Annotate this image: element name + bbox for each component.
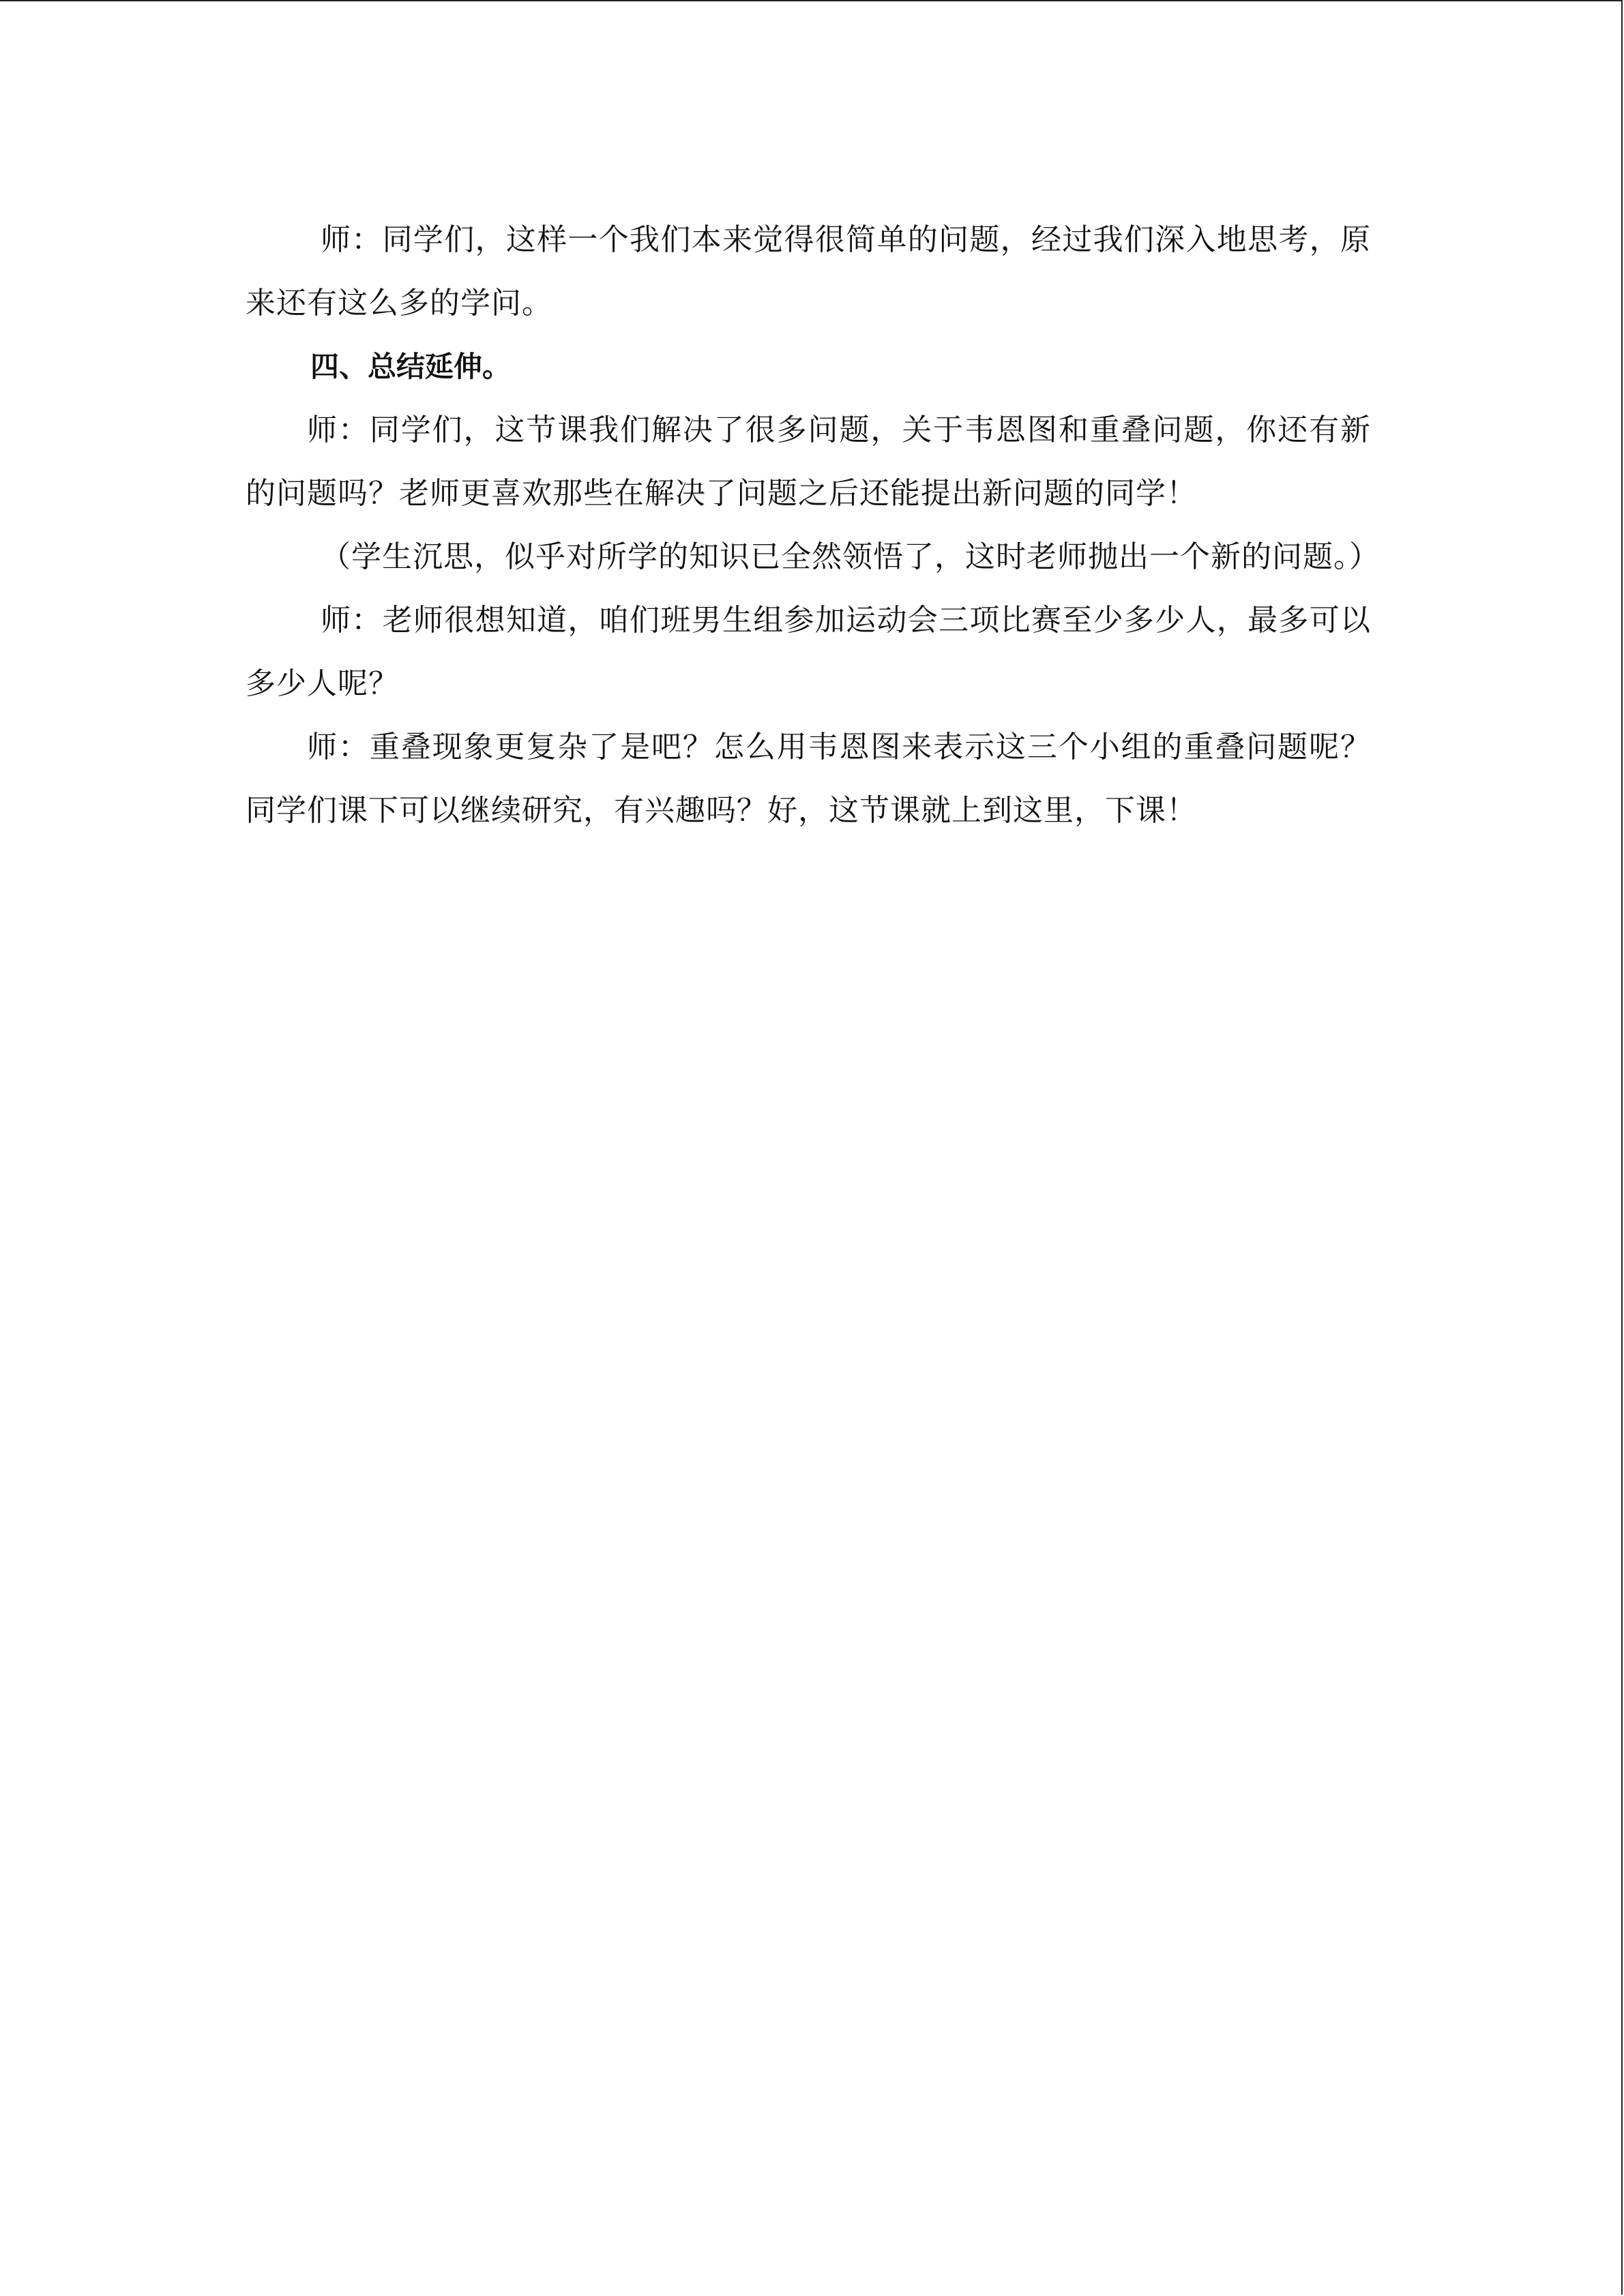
document-body [246, 208, 1380, 842]
paragraph-student-reflection: （学生沉思，似乎对所学的知识已全然领悟了，这时老师抛出一个新的问题。） [321, 539, 1380, 574]
paragraph-teacher-closing: 师：重叠现象更复杂了是吧？怎么用韦恩图来表示这三个小组的重叠问题呢？同学们课下可以继续研究，有兴趣吗？好，这节课就上到这里，下课！ [246, 730, 1371, 828]
paragraph-teacher-remark-1: 师：同学们，这样一个我们本来觉得很简单的问题，经过我们深入地思考，原来还有这么多的学问。 [246, 222, 1371, 320]
section-heading-summary: 四、总结延伸。 [310, 350, 512, 383]
paragraph-teacher-remark-2: 师：同学们，这节课我们解决了很多问题，关于韦恩图和重叠问题，你还有新的问题吗？老师更喜欢那些在解决了问题之后还能提出新问题的同学！ [246, 413, 1371, 511]
paragraph-teacher-question: 师：老师很想知道，咱们班男生组参加运动会三项比赛至少多少人，最多可以多少人呢？ [246, 603, 1371, 701]
